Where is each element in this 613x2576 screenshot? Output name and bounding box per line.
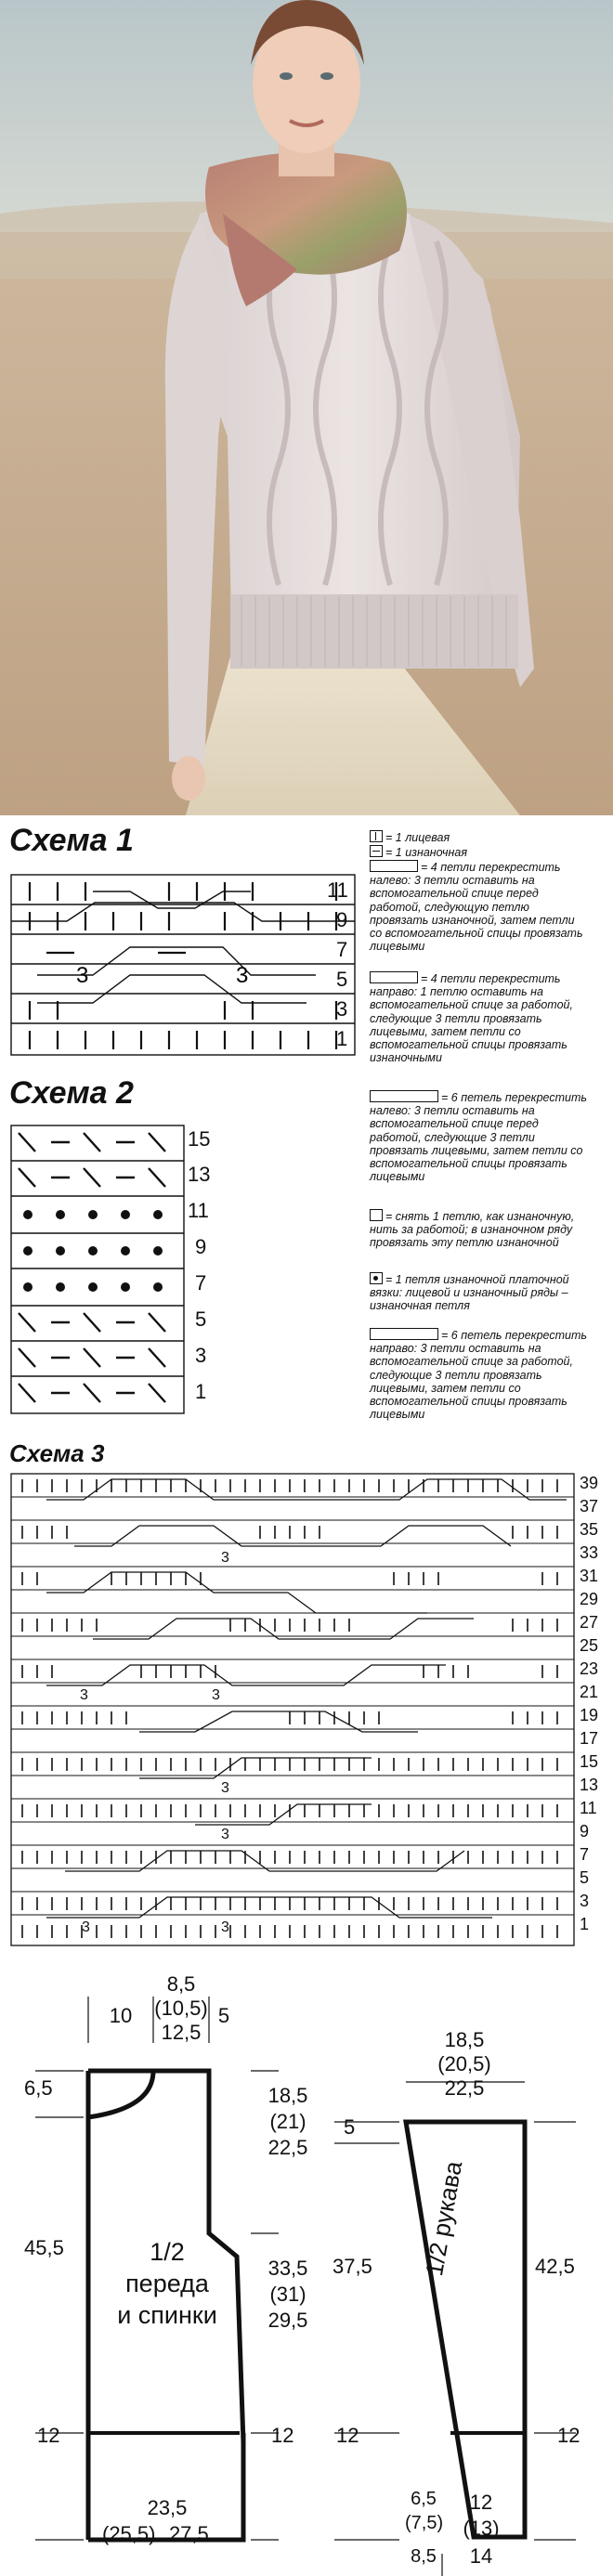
dim-bottom-row (102, 2522, 251, 2546)
row-number: 17 (580, 1729, 599, 1748)
row-number: 11 (580, 1799, 597, 1817)
cross-label: 3 (80, 1687, 88, 1703)
knit-stitch-icon (370, 830, 383, 842)
dim-bottom-1: 23,5 (147, 2496, 188, 2519)
sleeve-left-37-5: 37,5 (333, 2255, 372, 2278)
legend-item-cross-left-6: = 6 петель перекрестить налево: 3 петли оставить на вспомогательной спице перед работой, следующие 3 петли провязать лицевыми, затем петли со вспомогательной спицы провязать лицевыми (370, 1091, 587, 1184)
row-number: 11 (188, 1199, 209, 1222)
dim-top-5: 5 (217, 2004, 230, 2027)
row-number: 7 (580, 1845, 590, 1864)
row-number: 3 (195, 1344, 207, 1367)
dim-top-10: 10 (109, 2004, 133, 2027)
scheme-1-title: Схема 1 (9, 823, 134, 858)
dim-right-12: 12 (271, 2424, 294, 2447)
dim-armhole-3: 22,5 (267, 2136, 308, 2159)
row-number: 7 (336, 938, 348, 961)
row-number: 9 (195, 1235, 207, 1258)
body-label-1: 1/2 (150, 2238, 185, 2266)
dim-side-1: 33,5 (267, 2257, 308, 2280)
scheme-3-stitches (22, 1479, 557, 1938)
legend-item-purl: = 1 изнаночная (370, 845, 589, 859)
cross-left-4-icon (370, 860, 418, 872)
dim-top-mid-3: 12,5 (161, 2021, 202, 2044)
row-number: 5 (580, 1868, 590, 1887)
scheme-3-cross-labels (80, 1550, 229, 1935)
scheme-1-chart (9, 873, 362, 1059)
sleeve-right-42-5: 42,5 (535, 2255, 575, 2278)
dim-side-3: 29,5 (267, 2309, 308, 2332)
scheme-2-chart (9, 1124, 195, 1421)
cross-left-6-icon (370, 1090, 438, 1102)
sleeve-right-12: 12 (557, 2424, 580, 2447)
sleeve-bottom-l2: (7,5) (405, 2513, 444, 2533)
cross-label: 3 (221, 1919, 229, 1935)
sweater-photo-illustration (0, 0, 613, 815)
legend-item-cross-right-4: = 4 петли перекрестить направо: 1 петлю оставить на вспомогательной спице за работой, следующие 3 петли провязать лицевыми, затем петли со вспомогательной спицы провязать изнаночными (370, 972, 573, 1065)
row-number: 3 (580, 1892, 590, 1910)
sleeve-bottom-r2: (13) (463, 2517, 500, 2540)
body-label-2: переда (125, 2270, 209, 2297)
sleeve-top-1: 18,5 (444, 2028, 485, 2051)
scheme-2-stitches (19, 1133, 165, 1402)
row-number: 9 (580, 1822, 590, 1841)
purl-stitch-icon (370, 845, 383, 857)
row-number: 9 (336, 908, 348, 931)
sleeve-left-12: 12 (336, 2424, 359, 2447)
row-number: 15 (188, 1127, 211, 1151)
dim-top-mid-1: 8,5 (166, 1972, 196, 1996)
garter-purl-icon (370, 1272, 383, 1284)
legend-item-knit: = 1 лицевая (370, 830, 589, 844)
cross-label: 3 (221, 1780, 229, 1796)
row-number: 15 (580, 1752, 599, 1771)
sleeve-bottom-r1: 12 (469, 2491, 493, 2514)
row-number: 1 (195, 1380, 207, 1403)
cross-label: 3 (212, 1687, 220, 1703)
row-number: 21 (580, 1683, 599, 1701)
dim-armhole-2: (21) (269, 2110, 306, 2133)
scheme-3-chart (9, 1472, 585, 1955)
legend-item-cross-left-4: = 4 петли перекрестить налево: 3 петли оставить на вспомогательной спице перед работой, следующую петлю провязать изнаночной, затем петли со вспомогательной спицы провязать лицевыми (370, 861, 583, 954)
sleeve-bottom-r3: 14 (469, 2544, 493, 2568)
sleeve-cap-5: 5 (344, 2115, 356, 2139)
row-number: 7 (195, 1271, 207, 1295)
scheme-1-cross-label-b: 3 (236, 963, 249, 988)
sleeve-top-3: 22,5 (444, 2076, 485, 2100)
row-number: 19 (580, 1706, 599, 1724)
legend-item-garter: = 1 петля изнаночной платочной вязки: лицевой и изнаночный ряды – изнаночная петля (370, 1273, 569, 1313)
row-number: 31 (580, 1567, 599, 1585)
sleeve-label: 1/2 рукава (420, 2158, 468, 2279)
body-label-3: и спинки (117, 2301, 217, 2329)
cross-right-6-icon (370, 1328, 438, 1340)
row-number: 11 (327, 878, 348, 902)
sleeve-top-2: (20,5) (437, 2052, 491, 2075)
row-number: 39 (580, 1474, 599, 1492)
dim-neck-6-5: 6,5 (24, 2076, 53, 2100)
dim-left-45-5: 45,5 (24, 2236, 64, 2259)
dim-bottom-3: 27,5 (168, 2522, 209, 2545)
row-number: 29 (580, 1590, 599, 1608)
row-number: 23 (580, 1659, 599, 1678)
sleeve-bottom-l3: 8,5 (411, 2546, 437, 2567)
row-number: 13 (580, 1776, 599, 1794)
slip-stitch-icon (370, 1209, 383, 1221)
row-number: 1 (580, 1915, 590, 1933)
scheme-1-cross-label-a: 3 (76, 963, 89, 988)
row-number: 5 (336, 968, 348, 991)
cross-label: 3 (82, 1919, 90, 1935)
dim-left-12: 12 (37, 2424, 60, 2447)
model-photo (0, 0, 613, 815)
legend-item-slip: = снять 1 петлю, как изнаночную, нить за работой; в изнаночном ряду провязать эту петлю изнаночной (370, 1210, 575, 1250)
dim-top-mid-2: (10,5) (154, 1997, 208, 2020)
legend-item-cross-right-6: = 6 петель перекрестить направо: 3 петли оставить на вспомогательной спице за работой, следующие 3 петли провязать лицевыми, затем петли со вспомогательной спицы провязать лицевыми (370, 1329, 587, 1422)
legend (370, 830, 593, 1452)
dim-bottom-2: (25,5) (102, 2522, 156, 2545)
row-number: 1 (336, 1027, 348, 1050)
cross-right-4-icon (370, 971, 418, 983)
dim-armhole-1: 18,5 (267, 2084, 308, 2107)
row-number: 25 (580, 1636, 599, 1655)
row-number: 5 (195, 1308, 207, 1331)
row-number: 3 (336, 997, 348, 1021)
sleeve-bottom-l1: 6,5 (411, 2489, 437, 2509)
cross-label: 3 (221, 1827, 229, 1842)
row-number: 27 (580, 1613, 599, 1632)
row-number: 35 (580, 1520, 599, 1539)
scheme-2-title: Схема 2 (9, 1075, 134, 1111)
row-number: 33 (580, 1543, 599, 1562)
row-number: 13 (188, 1163, 211, 1186)
scheme-3-title: Схема 3 (9, 1439, 105, 1467)
cross-label: 3 (221, 1550, 229, 1566)
dim-side-2: (31) (269, 2283, 306, 2306)
row-number: 37 (580, 1497, 599, 1516)
